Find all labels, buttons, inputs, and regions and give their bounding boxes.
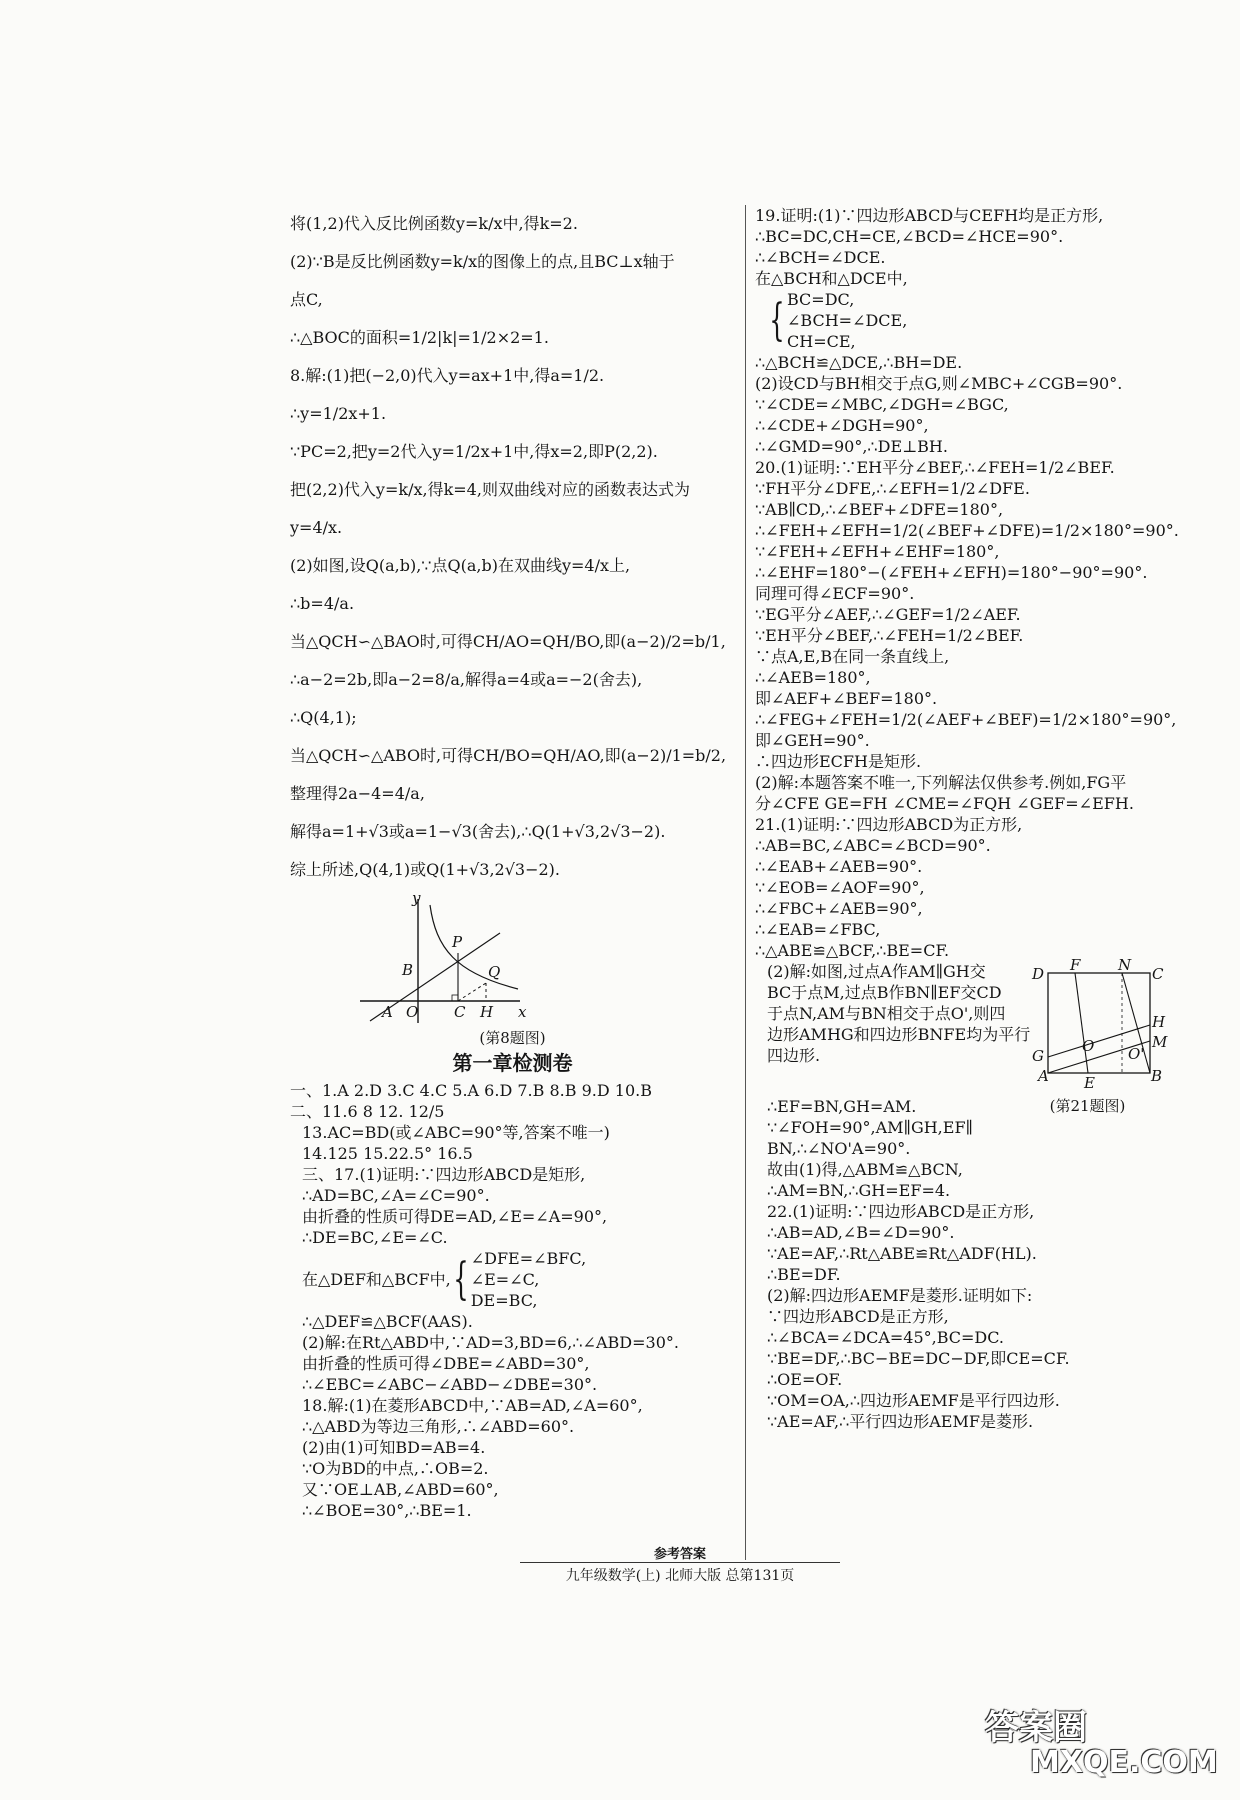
text-line: DE=BC, (470, 1291, 538, 1310)
text-line: (2)∵B是反比例函数y=k/x的图像上的点,且BC⊥x轴于 (290, 252, 675, 271)
text-line: ∵∠FEH+∠EFH+∠EHF=180°, (755, 542, 1000, 561)
watermark-logo: 答案圈 (985, 1708, 1087, 1748)
text-line: ∴△ABE≌△BCF,∴BE=CF. (755, 941, 950, 960)
text-line: 18.解:(1)在菱形ABCD中,∵AB=AD,∠A=60°, (302, 1396, 643, 1415)
text-line: 即∠GEH=90°. (755, 731, 870, 750)
fig8-label-h: H (480, 1003, 494, 1021)
fig8-label-a: A (382, 1003, 393, 1021)
q21-text-and-figure (755, 956, 1168, 1096)
text-line: ∴AM=BN,∴GH=EF=4. (767, 1181, 951, 1200)
fig8-label-y: y (412, 889, 421, 907)
text-line: ∴BE=DF. (767, 1265, 841, 1284)
text-line: 分∠CFE GE=FH ∠CME=∠FQH ∠GEF=∠EFH. (755, 794, 1134, 813)
figure-21-caption: (第21题图) (1049, 1097, 1126, 1115)
text-line: 20.(1)证明:∵EH平分∠BEF,∴∠FEH=1/2∠BEF. (755, 458, 1115, 477)
watermark-url: MXQE.COM (1030, 1745, 1218, 1780)
text-line: ∵四边形ABCD是正方形, (767, 1307, 949, 1326)
text-line: ∴b=4/a. (290, 594, 355, 613)
text-line: ∴△BOC的面积=1/2|k|=1/2×2=1. (290, 328, 549, 347)
text-line: (2)解:本题答案不唯一,下列解法仅供参考.例如,FG平 (755, 773, 1127, 792)
text-line: ∴a−2=2b,即a−2=8/a,解得a=4或a=−2(舍去), (290, 670, 643, 689)
fig21-label-n: N (1118, 956, 1132, 974)
section-title: 第一章检测卷 (452, 1051, 573, 1075)
text-line: ∵O为BD的中点,∴OB=2. (302, 1459, 489, 1478)
text-line: 故由(1)得,△ABM≌△BCN, (767, 1160, 963, 1179)
text-line: ∵AE=AF,∴平行四边形AEMF是菱形. (767, 1412, 1034, 1431)
brace-system-17 (290, 1248, 735, 1311)
right-text-block-c-top (755, 1096, 973, 1159)
text-line: y=4/x. (290, 518, 343, 537)
fig8-label-p: P (452, 933, 463, 951)
text-line: 21.(1)证明:∵四边形ABCD为正方形, (755, 815, 1023, 834)
figure-8-caption: (第8题图) (479, 1029, 546, 1047)
fig8-label-c: C (454, 1003, 466, 1021)
fig21-label-a: A (1038, 1067, 1050, 1085)
footer-title: 参考答案 (653, 1547, 706, 1562)
text-line: ∴∠EHF=180°−(∠FEH+∠EFH)=180°−90°=90°. (755, 563, 1148, 582)
text-line: ∴∠AEB=180°, (755, 668, 871, 687)
text-line: ∴∠EAB=∠FBC, (755, 920, 881, 939)
text-line: 解得a=1+√3或a=1−√3(舍去),∴Q(1+√3,2√3−2). (290, 822, 666, 841)
text-line: ∴∠CDE+∠DGH=90°, (755, 416, 929, 435)
text-line: 当△QCH∽△BAO时,可得CH/AO=QH/BO,即(a−2)/2=b/1, (290, 632, 726, 651)
text-line: ∠BCH=∠DCE, (787, 311, 908, 330)
column-divider (745, 205, 746, 1560)
right-text-block-a (755, 205, 1155, 289)
text-line: ∴DE=BC,∠E=∠C. (302, 1228, 448, 1247)
text-line: 三、17.(1)证明:∵四边形ABCD是矩形, (302, 1165, 586, 1184)
text-line: BC于点M,过点B作BN∥EF交CD (767, 983, 1002, 1002)
text-line: ∴△ABD为等边三角形,∴∠ABD=60°. (302, 1417, 575, 1436)
text-line: (2)解:在Rt△ABD中,∵AD=3,BD=6,∴∠ABD=30°. (302, 1333, 679, 1352)
text-line: (2)解:如图,过点A作AM∥GH交 (767, 962, 986, 981)
text-line: 13.AC=BD(或∠ABC=90°等,答案不唯一) (302, 1123, 610, 1142)
text-line: ∴OE=OF. (767, 1370, 843, 1389)
text-line: ∴∠FBC+∠AEB=90°, (755, 899, 923, 918)
text-line: (2)如图,设Q(a,b),∵点Q(a,b)在双曲线y=4/x上, (290, 556, 631, 575)
text-line: 综上所述,Q(4,1)或Q(1+√3,2√3−2). (290, 860, 561, 879)
fig21-label-m: M (1152, 1033, 1168, 1051)
text-line: 22.(1)证明:∵四边形ABCD是正方形, (767, 1202, 1035, 1221)
fig21-label-h: H (1152, 1013, 1166, 1031)
text-line: ∴∠FEH+∠EFH=1/2(∠BEF+∠DFE)=1/2×180°=90°. (755, 521, 1179, 540)
fig21-label-c: C (1152, 965, 1164, 983)
text-line: ∴∠BOE=30°,∴BE=1. (302, 1501, 472, 1520)
text-line: 将(1,2)代入反比例函数y=k/x中,得k=2. (290, 214, 578, 233)
text-line: 8.解:(1)把(−2,0)代入y=ax+1中,得a=1/2. (290, 366, 605, 385)
right-text-block-c (755, 1159, 1155, 1432)
answers-part-1: 一、1.A 2.D 3.C 4.C 5.A 6.D 7.B 8.B 9.D 10.B (290, 1081, 652, 1100)
text-line: ∴EF=BN,GH=AM. (767, 1097, 917, 1116)
text-line: BN,∴∠NO'A=90°. (767, 1139, 911, 1158)
text-line: 19.证明:(1)∵四边形ABCD与CEFH均是正方形, (755, 206, 1104, 225)
text-line: ∴BC=DC,CH=CE,∠BCD=∠HCE=90°. (755, 227, 1064, 246)
left-text-block-b (290, 1122, 735, 1248)
text-line: 由折叠的性质可得DE=AD,∠E=∠A=90°, (302, 1207, 608, 1226)
text-line: ∴∠BCA=∠DCA=45°,BC=DC. (767, 1328, 1005, 1347)
brace-19-rows (787, 289, 907, 352)
text-line: ∵EG平分∠AEF,∴∠GEF=1/2∠AEF. (755, 605, 1021, 624)
text-line: 边形AMHG和四边形BNFE均为平行 (767, 1025, 1031, 1044)
text-line: BC=DC, (787, 290, 855, 309)
text-line: ∵∠CDE=∠MBC,∠DGH=∠BGC, (755, 395, 1009, 414)
text-line: 把(2,2)代入y=k/x,得k=4,则双曲线对应的函数表达式为 (290, 480, 690, 499)
text-line: ∴∠BCH=∠DCE. (755, 248, 886, 267)
fig21-label-b: B (1151, 1067, 1163, 1085)
text-line: 在△BCH和△DCE中, (755, 269, 908, 288)
text-line: 14.125 15.22.5° 16.5 (302, 1144, 473, 1163)
text-line: ∴∠FEG+∠FEH=1/2(∠AEF+∠BEF)=1/2×180°=90°, (755, 710, 1177, 729)
text-line: (2)设CD与BH相交于点G,则∠MBC+∠CGB=90°. (755, 374, 1123, 393)
text-line: ∴∠GMD=90°,∴DE⊥BH. (755, 437, 948, 456)
fig8-hyperbola (430, 905, 518, 989)
fig21-label-o-prime: O' (1128, 1045, 1145, 1063)
text-line: ∵∠FOH=90°,AM∥GH,EF∥ (767, 1118, 973, 1137)
fig21-label-d: D (1032, 965, 1045, 983)
text-line: ∴y=1/2x+1. (290, 404, 387, 423)
brace-19-symbol: { (769, 294, 785, 346)
figure-8 (290, 889, 735, 1028)
brace-17-symbol: { (453, 1253, 469, 1305)
text-line: ∵AB∥CD,∴∠BEF+∠DFE=180°, (755, 500, 1004, 519)
right-text-block-21b (755, 961, 1030, 1096)
text-line: CH=CE, (787, 332, 856, 351)
figure-21-graph (1030, 956, 1168, 1092)
fig21-label-o: O (1082, 1037, 1095, 1055)
text-line: 于点N,AM与BN相交于点O',则四 (767, 1004, 1006, 1023)
fig8-label-q: Q (488, 963, 501, 981)
text-line: ∵BE=DF,∴BC−BE=DC−DF,即CE=CF. (767, 1349, 1070, 1368)
left-text-block-c (290, 1311, 735, 1521)
fig8-right-angle-mark (452, 995, 458, 1001)
text-line: ∴四边形ECFH是矩形. (755, 752, 922, 771)
text-line: ∠E=∠C, (470, 1270, 540, 1289)
left-text-block-a (290, 205, 735, 889)
fig8-label-x: x (518, 1003, 527, 1021)
text-line: (2)解:四边形AEMF是菱形.证明如下: (767, 1286, 1033, 1305)
text-line: ∵OM=OA,∴四边形AEMF是平行四边形. (767, 1391, 1060, 1410)
text-line: ∠DFE=∠BFC, (470, 1249, 587, 1268)
text-line: 四边形. (767, 1046, 821, 1065)
text-line: ∵PC=2,把y=2代入y=1/2x+1中,得x=2,即P(2,2). (290, 442, 658, 461)
fig8-cq-segment (458, 983, 486, 1001)
text-line: ∴∠EBC=∠ABC−∠ABD−∠DBE=30°. (302, 1375, 598, 1394)
fig21-label-e: E (1084, 1074, 1096, 1092)
footer-line: 九年级数学(上) 北师大版 总第131页 (520, 1562, 840, 1585)
text-line: ∴△BCH≌△DCE,∴BH=DE. (755, 353, 963, 372)
figure-8-graph (290, 889, 735, 1028)
text-line: ∵∠EOB=∠AOF=90°, (755, 878, 925, 897)
text-line: 由折叠的性质可得∠DBE=∠ABD=30°, (302, 1354, 590, 1373)
text-line: ∵AE=AF,∴Rt△ABE≌Rt△ADF(HL). (767, 1244, 1037, 1263)
text-line: ∵点A,E,B在同一条直线上, (755, 647, 950, 666)
text-line: (2)由(1)可知BD=AB=4. (302, 1438, 486, 1457)
brace-17-prefix: 在△DEF和△BCF中, (302, 1270, 451, 1289)
text-line: ∵EH平分∠BEF,∴∠FEH=1/2∠BEF. (755, 626, 1024, 645)
text-line: 即∠AEF+∠BEF=180°. (755, 689, 938, 708)
brace-system-19 (755, 289, 1155, 352)
fig8-label-o: O (406, 1003, 419, 1021)
answers-part-2: 二、11.6 8 12. 12/5 (290, 1102, 445, 1121)
left-column (290, 205, 735, 1521)
q21-continued (755, 1096, 1155, 1159)
text-line: 整理得2a−4=4/a, (290, 784, 425, 803)
text-line: ∵FH平分∠DFE,∴∠EFH=1/2∠DFE. (755, 479, 1030, 498)
text-line: ∴△DEF≌△BCF(AAS). (302, 1312, 473, 1331)
text-line: ∴AB=AD,∠B=∠D=90°. (767, 1223, 955, 1242)
right-column (755, 205, 1179, 1432)
text-line: ∴Q(4,1); (290, 708, 357, 727)
fig21-ef-line (1075, 973, 1088, 1073)
text-line: 当△QCH∽△ABO时,可得CH/BO=QH/AO,即(a−2)/1=b/2, (290, 746, 727, 765)
page-footer (520, 1543, 840, 1585)
brace-17-rows (471, 1248, 586, 1311)
right-text-block-b (755, 352, 1179, 961)
fig21-label-g: G (1032, 1047, 1045, 1065)
text-line: 又∵OE⊥AB,∠ABD=60°, (302, 1480, 499, 1499)
text-line: ∴AD=BC,∠A=∠C=90°. (302, 1186, 490, 1205)
text-line: ∴∠EAB+∠AEB=90°. (755, 857, 923, 876)
fig21-label-f: F (1070, 956, 1081, 974)
text-line: ∴AB=BC,∠ABC=∠BCD=90°. (755, 836, 991, 855)
fig8-label-b: B (402, 961, 414, 979)
text-line: 同理可得∠ECF=90°. (755, 584, 915, 603)
figure-21 (1030, 956, 1168, 1096)
text-line: 点C, (290, 290, 323, 309)
